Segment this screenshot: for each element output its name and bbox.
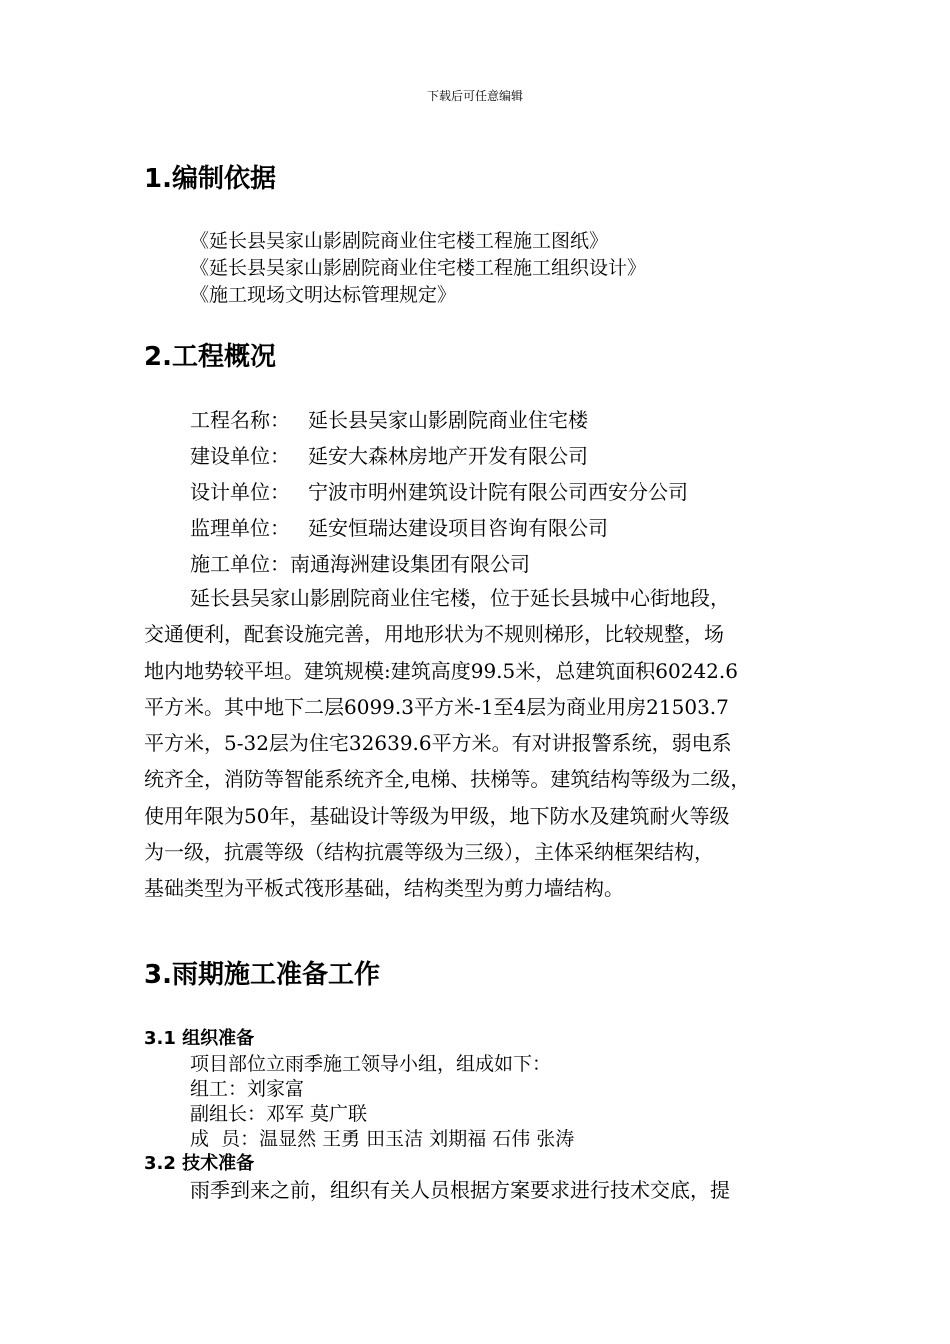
overview-paragraph [144,580,750,907]
section-1-heading: 1.编制依据 [144,164,276,194]
paragraph-line: 平方米。其中地下二层6099.3平方米-1至4层为商业用房21503.7 [144,694,729,719]
subsection-line: 项目部位立雨季施工领导小组，组成如下： [190,1053,552,1075]
reference-item: 《施工现场文明达标管理规定》 [190,284,457,306]
info-label: 工程名称： [190,408,290,432]
reference-item: 《延长县吴家山影剧院商业住宅楼工程施工组织设计》 [190,257,647,279]
info-value: 延安大森林房地产开发有限公司 [308,444,588,468]
subsection-3-1-heading: 3.1 组织准备 [144,1028,255,1049]
paragraph-line: 为一级，抗震等级（结构抗震等级为三级），主体采纳框架结构， [144,840,714,865]
paragraph-line: 统齐全，消防等智能系统齐全,电梯、扶梯等。建筑结构等级为二级， [144,767,751,792]
subsection-line: 雨季到来之前，组织有关人员根据方案要求进行技术交底，提 [190,1178,730,1202]
paragraph-line: 延长县吴家山影剧院商业住宅楼，位于延长县城中心街地段， [190,586,730,610]
info-label: 监理单位： [190,516,290,540]
info-row [190,440,588,469]
section-2-heading: 2.工程概况 [144,342,276,372]
subsection-line: 组工：刘家富 [190,1078,305,1100]
subsection-3-2-heading: 3.2 技术准备 [144,1153,255,1174]
page-header: 下载后可任意编辑 [426,89,523,103]
info-label: 设计单位： [190,480,290,504]
paragraph-line: 使用年限为50年，基础设计等级为甲级，地下防水及建筑耐火等级 [144,803,730,828]
paragraph-line: 交通便利，配套设施完善，用地形状为不规则梯形，比较规整，场 [144,622,724,647]
info-row [190,512,608,541]
info-value: 延长县吴家山影剧院商业住宅楼 [308,408,588,432]
paragraph-line: 基础类型为平板式筏形基础，结构类型为剪力墙结构。 [144,876,624,901]
info-value: 宁波市明州建筑设计院有限公司西安分公司 [308,480,688,504]
reference-list [190,228,646,309]
subsection-line: 成 员：温显然 王勇 田玉洁 刘期福 石伟 张涛 [190,1128,575,1150]
paragraph-line: 平方米，5-32层为住宅32639.6平方米。有对讲报警系统，弱电系 [144,731,732,756]
info-value: 延安恒瑞达建设项目咨询有限公司 [308,516,608,540]
paragraph-line: 地内地势较平坦。建筑规模:建筑高度99.5米，总建筑面积60242.6 [144,658,738,683]
info-row [190,404,588,433]
builder-row: 施工单位：南通海洲建设集团有限公司 [190,552,530,576]
reference-item: 《延长县吴家山影剧院商业住宅楼工程施工图纸》 [190,230,609,252]
info-label: 建设单位： [190,444,290,468]
subsection-line: 副组长：邓军 莫广联 [190,1103,368,1125]
info-row [190,476,688,505]
section-3-heading: 3.雨期施工准备工作 [144,960,380,990]
